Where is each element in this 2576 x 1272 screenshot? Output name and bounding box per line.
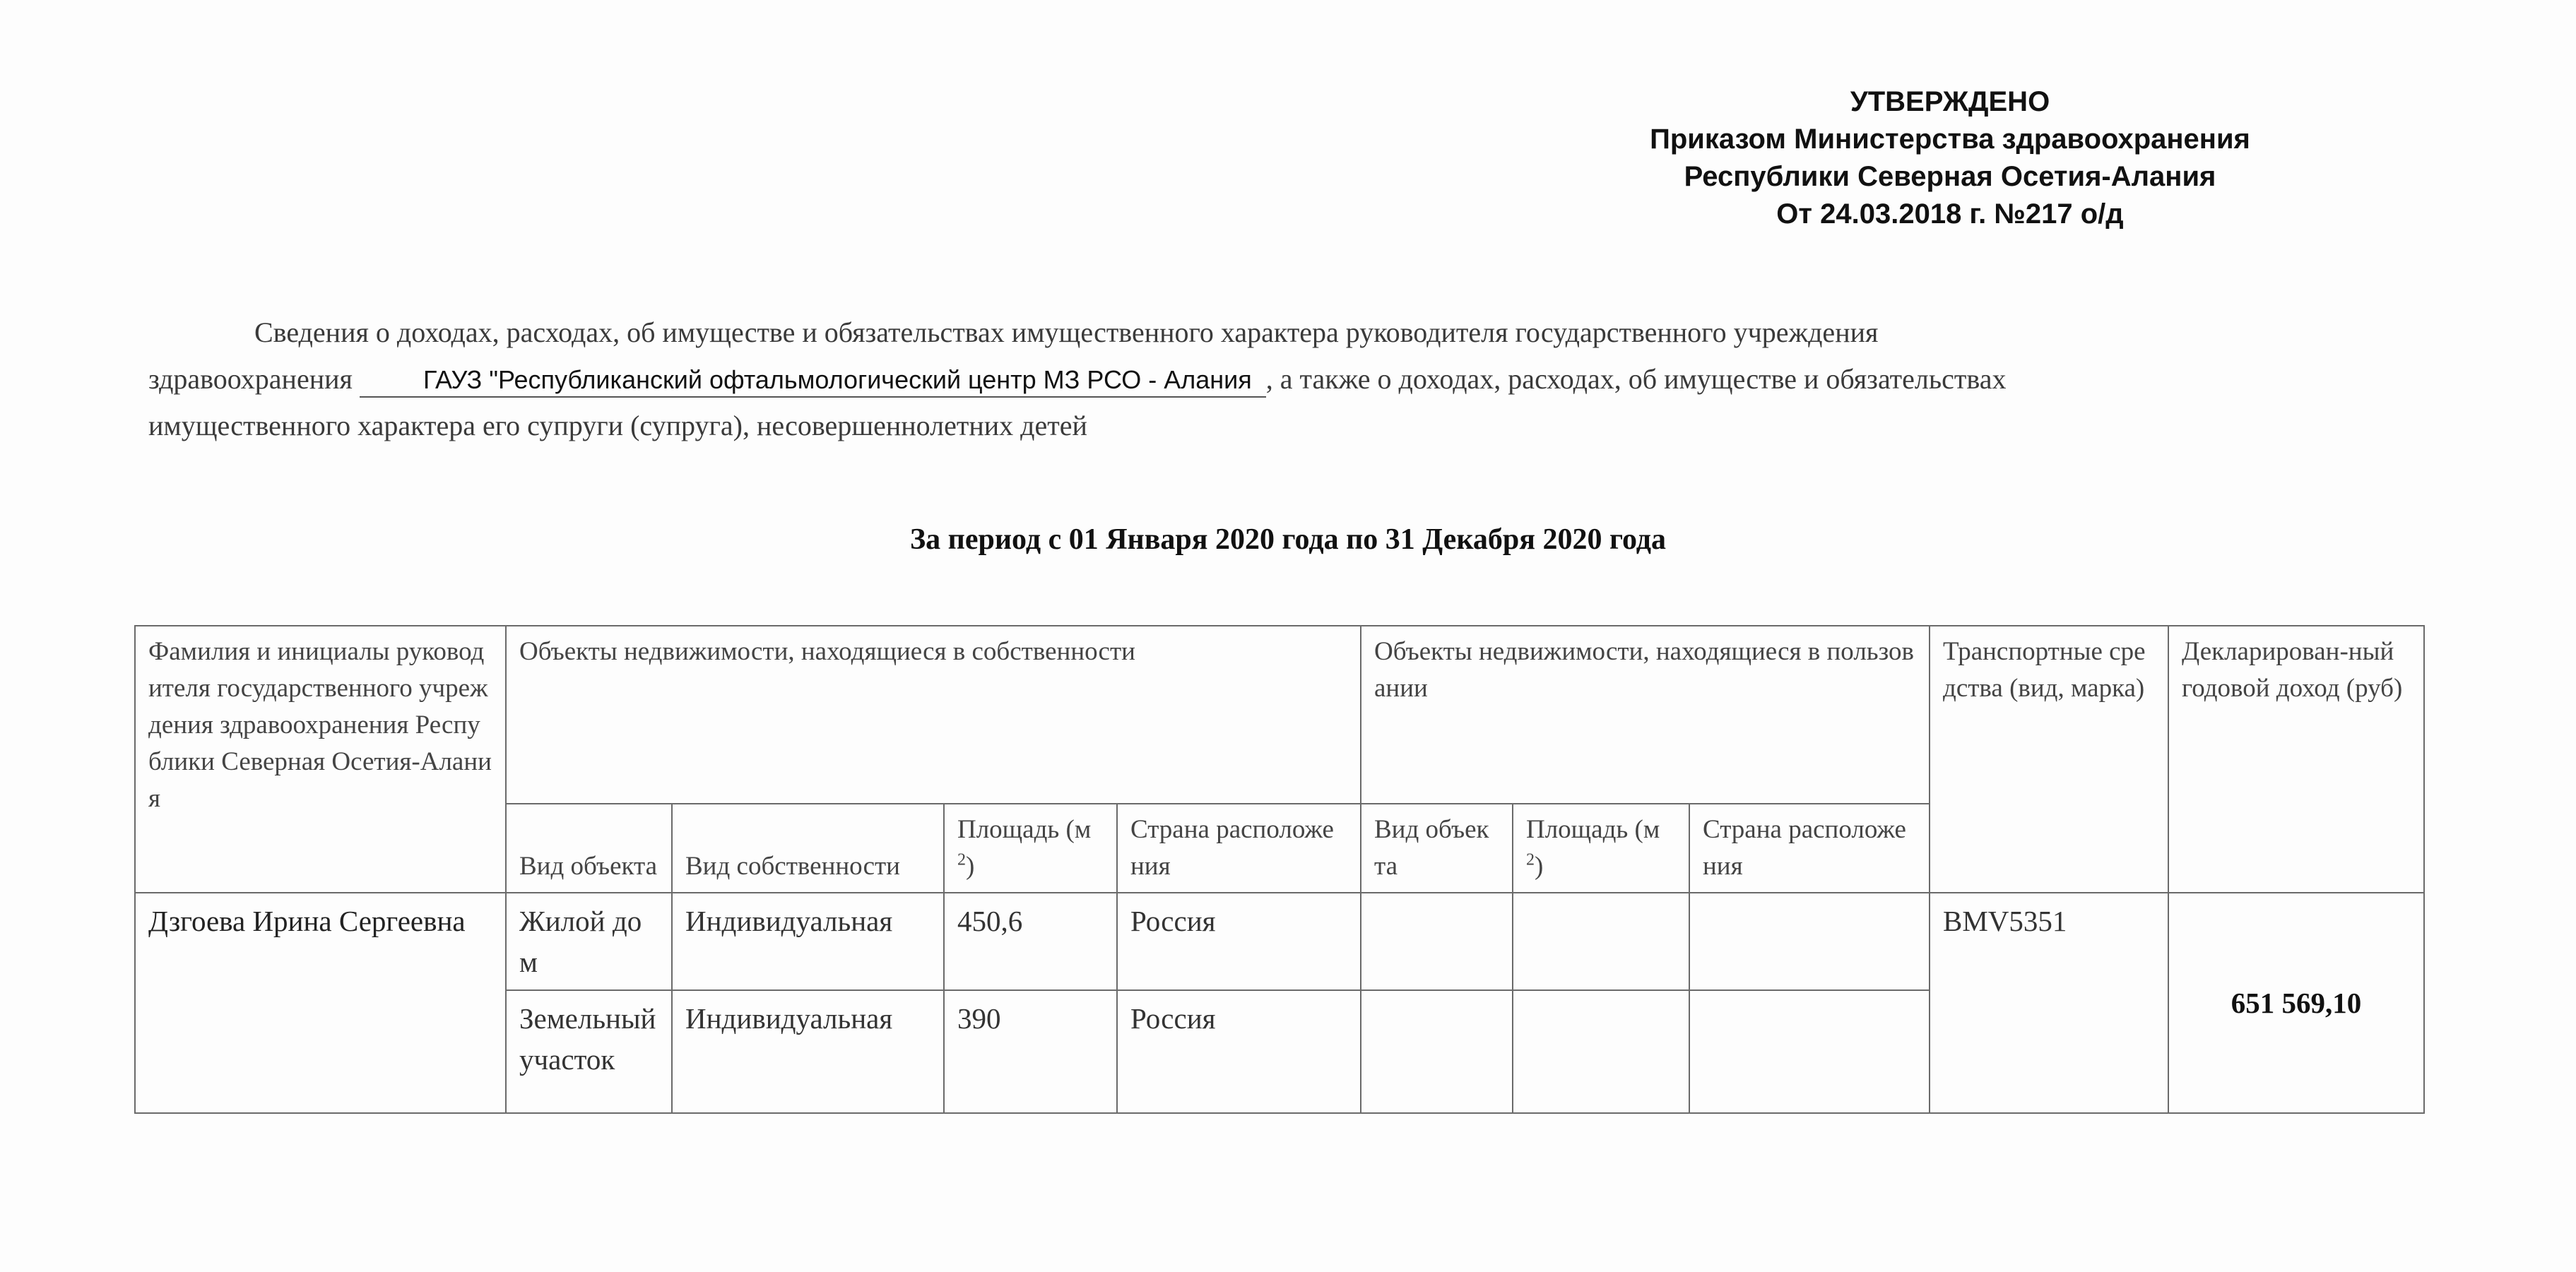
subheader-owned-area: Площадь $(м^2)$	[944, 804, 1117, 893]
object-country: Россия	[1117, 990, 1361, 1113]
approval-stamp	[1540, 83, 2360, 233]
approval-republic: Республики Северная Осетия-Алания	[1684, 161, 2216, 192]
used-object-country	[1689, 990, 1930, 1113]
used-object-type	[1361, 990, 1513, 1113]
table-row	[135, 893, 2424, 990]
object-type: Земельный участок	[506, 990, 672, 1113]
object-area: 450,6	[944, 893, 1117, 990]
header-vehicles: Транспортные средства (вид, марка)	[1930, 626, 2168, 893]
used-object-type	[1361, 893, 1513, 990]
object-country: Россия	[1117, 893, 1361, 990]
ownership-type: Индивидуальная	[672, 990, 944, 1113]
header-person: Фамилия и инициалы руководителя государственного учреждения здравоохранения Республики Северная Осетия-Алания	[135, 626, 506, 893]
ownership-type: Индивидуальная	[672, 893, 944, 990]
approval-date: От 24.03.2018 г. №217 о/д	[1776, 198, 2124, 230]
declared-income: 651 569,10	[2168, 893, 2424, 1113]
used-object-country	[1689, 893, 1930, 990]
intro-line-2	[148, 356, 2395, 403]
header-row	[135, 626, 2424, 804]
subheader-owned-type: Вид объекта	[506, 804, 672, 893]
used-object-area	[1513, 893, 1689, 990]
subheader-owned-country: Страна расположения	[1117, 804, 1361, 893]
intro-suffix: , а также о доходах, расходах, об имуществе и обязательствах	[1265, 363, 2007, 395]
organization-name: ГАУЗ "Республиканский офтальмологический центр МЗ РСО - Алания	[360, 364, 1266, 398]
used-object-area	[1513, 990, 1689, 1113]
subheader-owned-ownership: Вид собственности	[672, 804, 944, 893]
header-owned: Объекты недвижимости, находящиеся в собственности	[506, 626, 1361, 804]
object-area: 390	[944, 990, 1117, 1113]
subheader-used-area: Площадь $(м^2)$	[1513, 804, 1689, 893]
subheader-used-type: Вид объекта	[1361, 804, 1513, 893]
approval-title: УТВЕРЖДЕНО	[1850, 86, 2050, 117]
intro-paragraph	[148, 309, 2395, 449]
approval-order: Приказом Министерства здравоохранения	[1650, 124, 2250, 155]
person-name: Дзгоева Ирина Сергеевна	[135, 893, 506, 1113]
intro-line-1: Сведения о доходах, расходах, об имуществе и обязательствах имущественного характера руководителя государственного учреждения	[254, 316, 1879, 348]
subheader-used-country: Страна расположения	[1689, 804, 1930, 893]
vehicle: BMV5351	[1930, 893, 2168, 1113]
header-used: Объекты недвижимости, находящиеся в пользовании	[1361, 626, 1930, 804]
object-type: Жилой дом	[506, 893, 672, 990]
income-table	[134, 625, 2425, 1114]
reporting-period: За период с 01 Января 2020 года по 31 Декабря 2020 года	[909, 523, 1667, 556]
header-income: Декларирован-ный годовой доход (руб)	[2168, 626, 2424, 893]
intro-prefix: здравоохранения	[148, 363, 353, 395]
intro-line-3: имущественного характера его супруги (супруга), несовершеннолетних детей	[148, 410, 1087, 441]
